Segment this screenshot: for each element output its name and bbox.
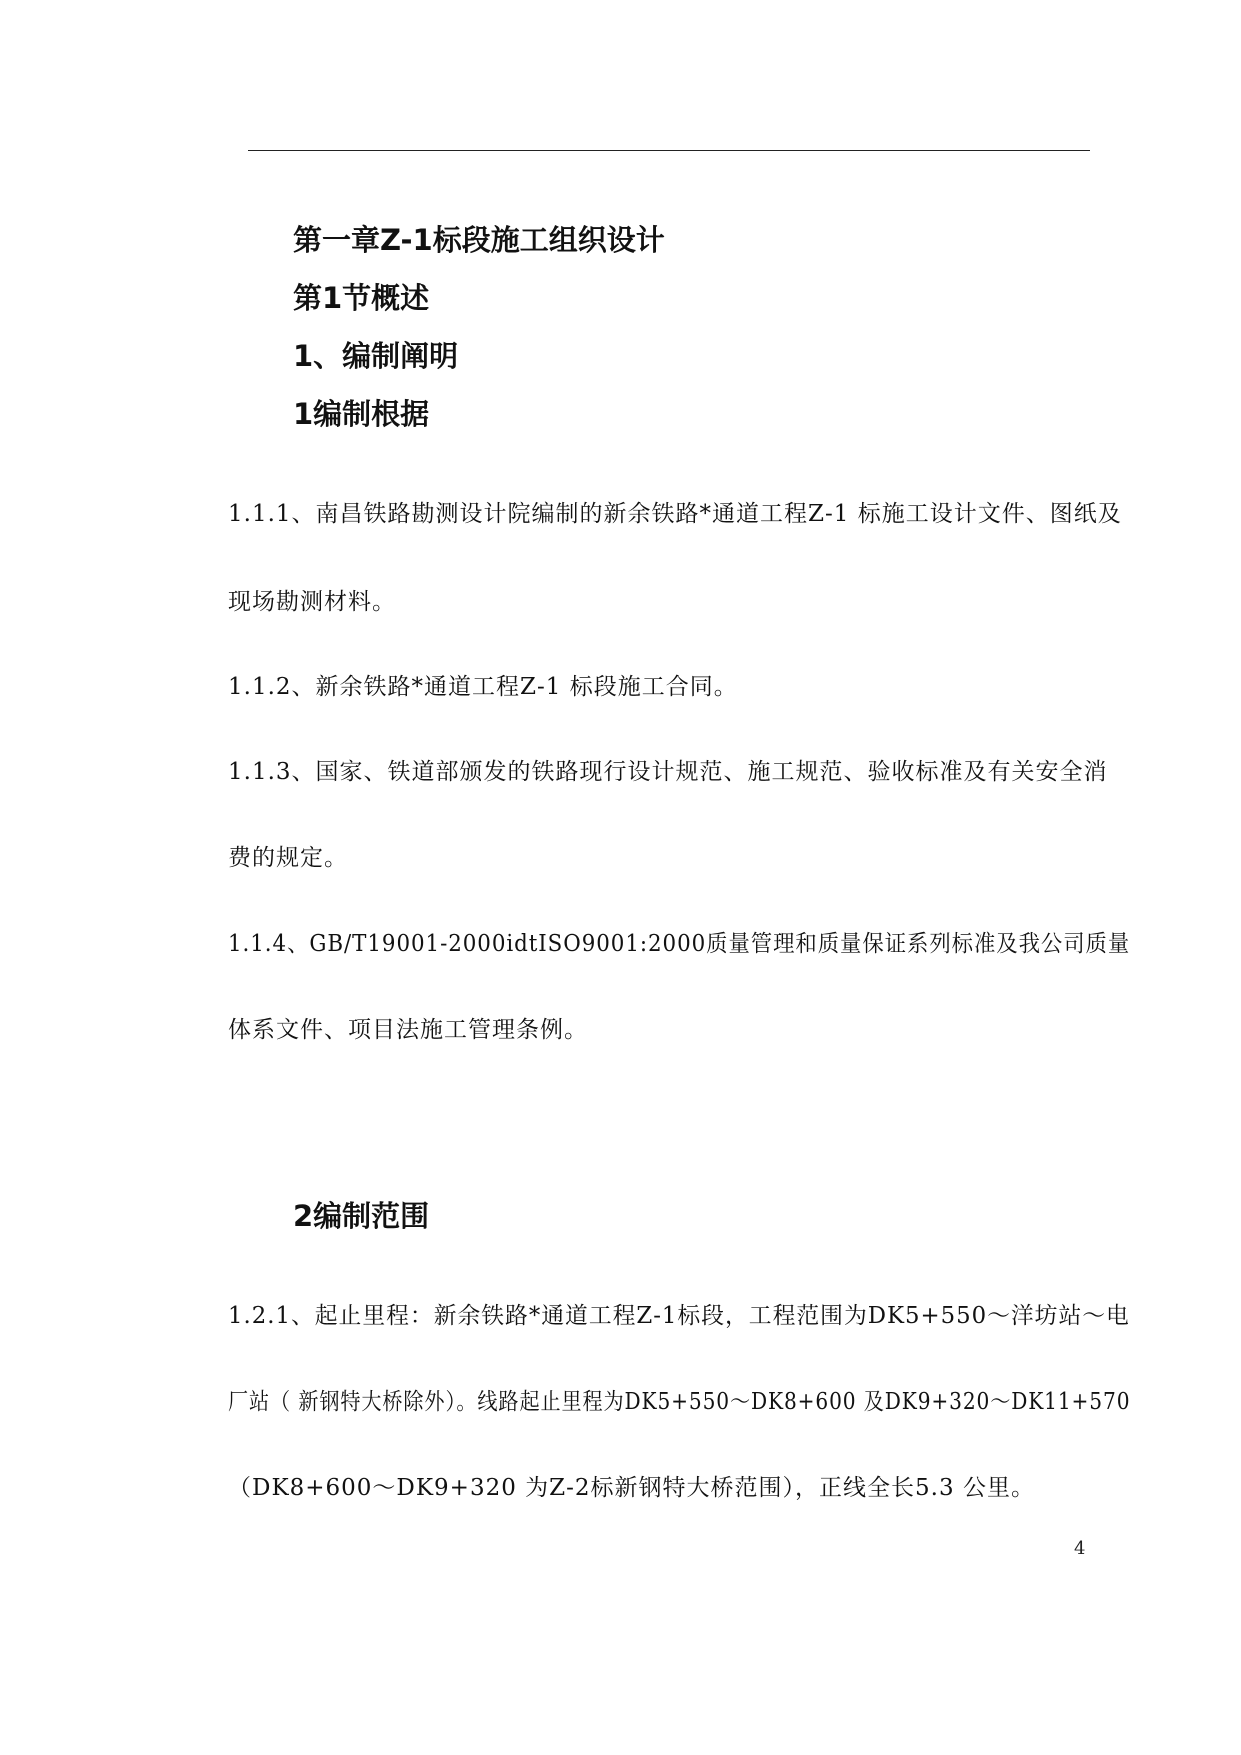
section-title: 第1节概述	[293, 281, 430, 315]
scope-paragraph-1-line-1: 1.2.1、起止里程：新余铁路*通道工程Z-1标段，工程范围为DK5+550～洋坊站～电	[228, 1303, 1130, 1329]
basis-paragraph-1-line-2: 现场勘测材料。	[228, 589, 396, 615]
subsection-title: 1、编制阐明	[293, 339, 459, 373]
basis-paragraph-1-line-1: 1.1.1、南昌铁路勘测设计院编制的新余铁路*通道工程Z-1 标施工设计文件、图纸及	[228, 501, 1122, 527]
chapter-title: 第一章Z-1标段施工组织设计	[293, 223, 665, 257]
basis-paragraph-2-line-1: 1.1.2、新余铁路*通道工程Z-1 标段施工合同。	[228, 674, 738, 700]
scope-paragraph-1-line-2: 厂站（ 新钢特大桥除外）。线路起止里程为DK5+550～DK8+600 及DK9+320～DK11+570	[228, 1389, 1131, 1415]
item-basis-title: 1编制根据	[293, 397, 430, 431]
page-number: 4	[1074, 1538, 1086, 1559]
basis-paragraph-3-line-2: 费的规定。	[228, 845, 348, 871]
basis-paragraph-4-line-2: 体系文件、项目法施工管理条例。	[228, 1017, 588, 1043]
basis-paragraph-3-line-1: 1.1.3、国家、铁道部颁发的铁路现行设计规范、施工规范、验收标准及有关安全消	[228, 759, 1108, 785]
item-scope-title: 2编制范围	[293, 1199, 430, 1233]
basis-paragraph-4-line-1: 1.1.4、GB/T19001-2000idtISO9001:2000质量管理和质量保证系列标准及我公司质量	[228, 931, 1131, 957]
header-rule	[248, 150, 1090, 151]
scope-paragraph-1-line-3: （DK8+600～DK9+320 为Z-2标新钢特大桥范围），正线全长5.3 公里。	[228, 1475, 1035, 1501]
